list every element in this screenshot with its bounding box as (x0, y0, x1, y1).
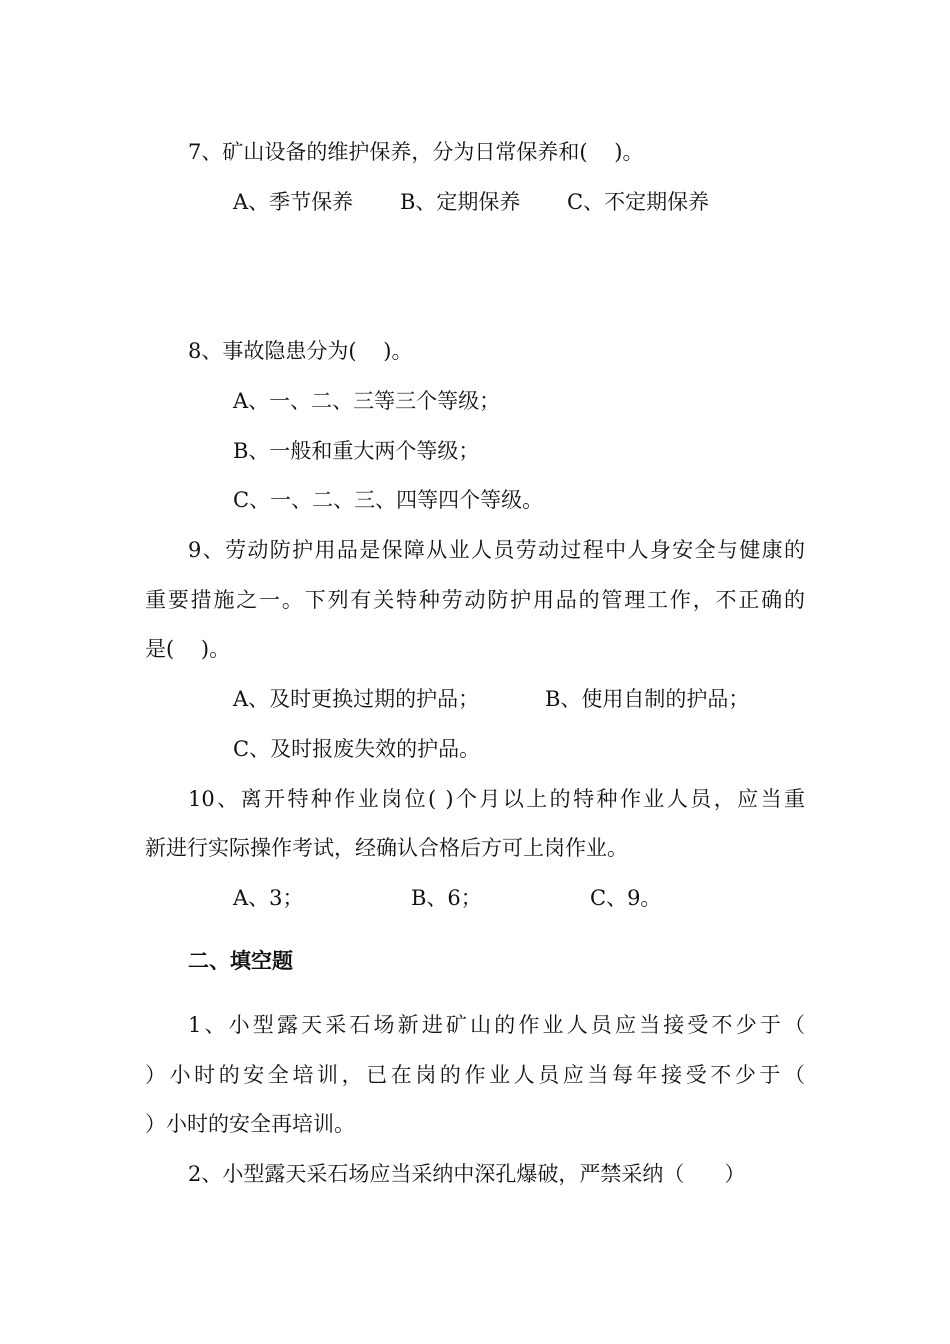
question-9-stem-line-2: 重要措施之一。下列有关特种劳动防护用品的管理工作，不正确的 (145, 588, 805, 612)
fill-question-1-line-2: ）小时的安全培训，已在岗的作业人员应当每年接受不少于（ (145, 1063, 805, 1087)
question-7-stem: 7、矿山设备的维护保养，分为日常保养和( )。 (188, 140, 644, 164)
question-9-option-b: B、使用自制的护品； (545, 687, 750, 711)
question-8-option-b: B、一般和重大两个等级； (233, 439, 480, 463)
question-10-option-c: C、9。 (590, 886, 662, 910)
question-10-stem-line-2: 新进行实际操作考试，经确认合格后方可上岗作业。 (145, 836, 628, 860)
question-7-option-c: C、不定期保养 (567, 190, 710, 214)
fill-question-1-line-1: 1、小型露天采石场新进矿山的作业人员应当接受不少于（ (188, 1013, 805, 1037)
question-10-option-b: B、6； (411, 886, 482, 910)
question-9-option-c: C、及时报废失效的护品。 (233, 737, 481, 761)
question-8-stem: 8、事故隐患分为( )。 (188, 339, 413, 363)
question-8-option-a: A、一、二、三等三个等级； (233, 389, 501, 413)
question-9-option-a: A、及时更换过期的护品； (233, 687, 480, 711)
question-9-stem-line-1: 9、劳动防护用品是保障从业人员劳动过程中人身安全与健康的 (188, 538, 805, 562)
question-9-stem-line-3: 是( )。 (145, 637, 231, 661)
section-heading: 二、填空题 (188, 949, 293, 973)
question-8-option-c: C、一、二、三、四等四个等级。 (233, 488, 544, 512)
fill-question-1-line-3: ）小时的安全再培训。 (145, 1112, 355, 1136)
question-7-option-a: A、季节保养 (233, 190, 354, 214)
question-10-stem-line-1: 10、离开特种作业岗位( )个月以上的特种作业人员，应当重 (188, 787, 805, 811)
question-10-option-a: A、3； (233, 886, 304, 910)
question-7-option-b: B、定期保养 (400, 190, 521, 214)
fill-question-2-line-1: 2、小型露天采石场应当采纳中深孔爆破，严禁采纳（ ） (188, 1162, 746, 1186)
